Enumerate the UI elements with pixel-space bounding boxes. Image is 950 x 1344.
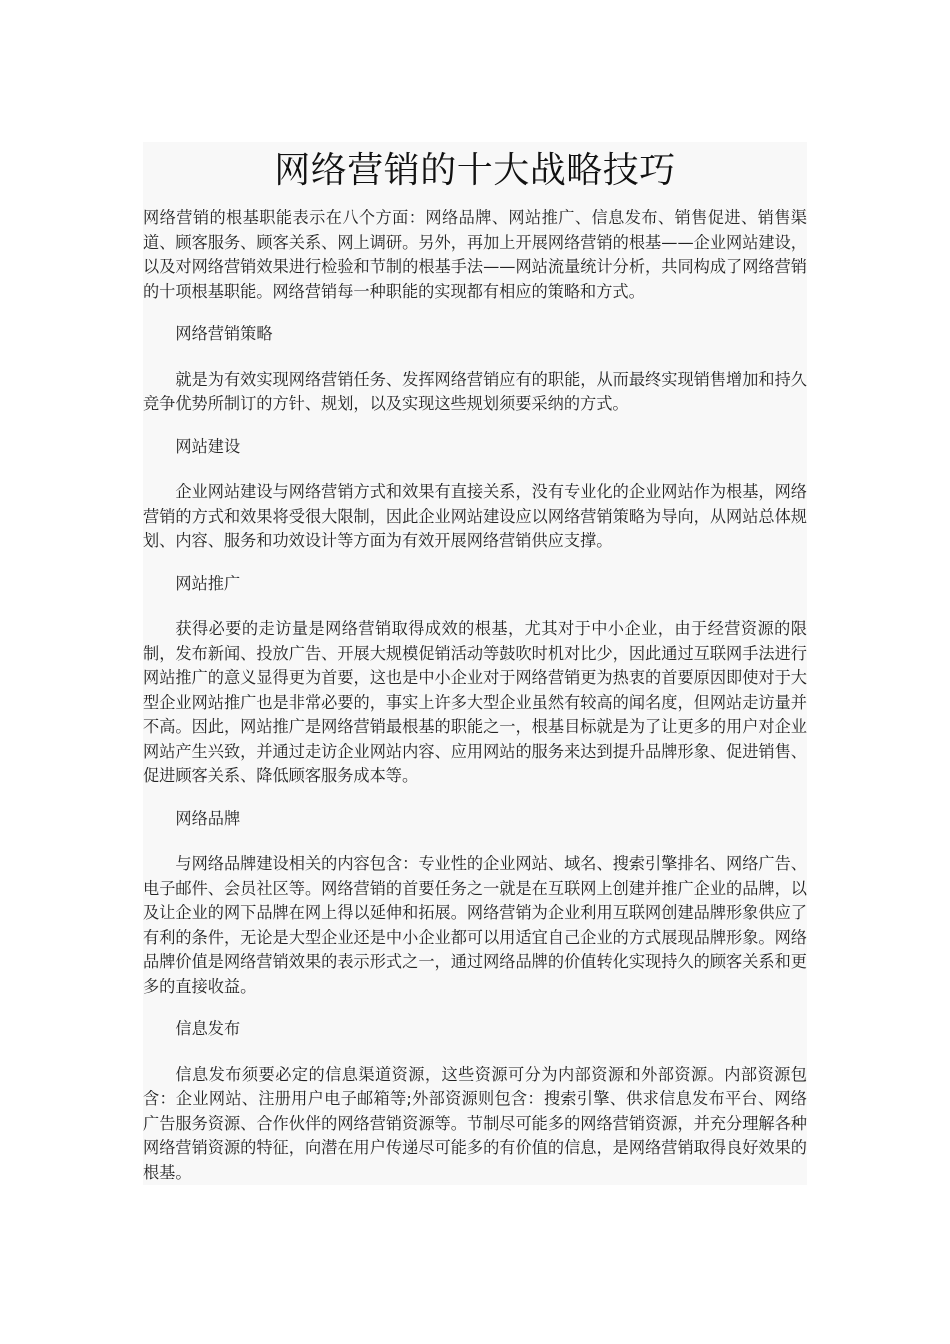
section-body-network-brand: 与网络品牌建设相关的内容包含：专业性的企业网站、域名、搜索引擎排名、网络广告、电子邮件、会员社区等。网络营销的首要任务之一就是在互联网上创建并推广企业的品牌，以及让企业的网下品牌在网上得以延伸和拓展。网络营销为企业利用互联网创建品牌形象供应了有利的条件，无论是大型企业还是中小企业都可以用适宜自己企业的方式展现品牌形象。网络品牌价值是网络营销效果的表示形式之一，通过网络品牌的价值转化实现持久的顾客关系和更多的直接收益。 [143, 854, 807, 996]
section-heading-network-brand: 网络品牌 [175, 808, 241, 828]
section-heading-website-building: 网站建设 [175, 436, 241, 456]
section-body-website-building: 企业网站建设与网络营销方式和效果有直接关系，没有专业化的企业网站作为根基，网络营销的方式和效果将受很大限制，因此企业网站建设应以网络营销策略为导向，从网站总体规划、内容、服务和功效设计等方面为有效开展网络营销供应支撑。 [143, 482, 807, 550]
intro-paragraph: 网络营销的根基职能表示在八个方面：网络品牌、网站推广、信息发布、销售促进、销售渠道、顾客服务、顾客关系、网上调研。另外，再加上开展网络营销的根基——企业网站建设，以及对网络营销效果进行检验和节制的根基手法——网站流量统计分析，共同构成了网络营销的十项根基职能。网络营销每一种职能的实现都有相应的策略和方式。 [143, 208, 807, 301]
section-heading-website-promotion: 网站推广 [175, 573, 241, 593]
document-content [143, 142, 807, 1185]
section-body-strategy: 就是为有效实现网络营销任务、发挥网络营销应有的职能，从而最终实现销售增加和持久竞争优势所制订的方针、规划，以及实现这些规划须要采纳的方式。 [143, 369, 807, 413]
section-heading-info-release: 信息发布 [175, 1019, 241, 1038]
section-body-info-release: 信息发布须要必定的信息渠道资源，这些资源可分为内部资源和外部资源。内部资源包含：企业网站、注册用户电子邮箱等;外部资源则包含：搜索引擎、供求信息发布平台、网络广告服务资源、合作伙伴的网络营销资源等。节制尽可能多的网络营销资源，并充分理解各种网络营销资源的特征，向潜在用户传递尽可能多的有价值的信息，是网络营销取得良好效果的根基。 [143, 1064, 807, 1182]
document-title: 网络营销的十大战略技巧 [274, 150, 676, 191]
document-body [143, 206, 807, 1185]
section-body-website-promotion: 获得必要的走访量是网络营销取得成效的根基，尤其对于中小企业，由于经营资源的限制，发布新闻、投放广告、开展大规模促销活动等鼓吹时机对比少，因此通过互联网手法进行网站推广的意义显得更为首要，这也是中小企业对于网络营销更为热衷的首要原因即使对于大型企业网站推广也是非常必要的，事实上许多大型企业虽然有较高的闻名度，但网站走访量并不高。因此，网站推广是网络营销最根基的职能之一，根基目标就是为了让更多的用户对企业网站产生兴致，并通过走访企业网站内容、应用网站的服务来达到提升品牌形象、促进销售、促进顾客关系、降低顾客服务成本等。 [143, 619, 807, 785]
section-heading-strategy: 网络营销策略 [175, 324, 273, 343]
